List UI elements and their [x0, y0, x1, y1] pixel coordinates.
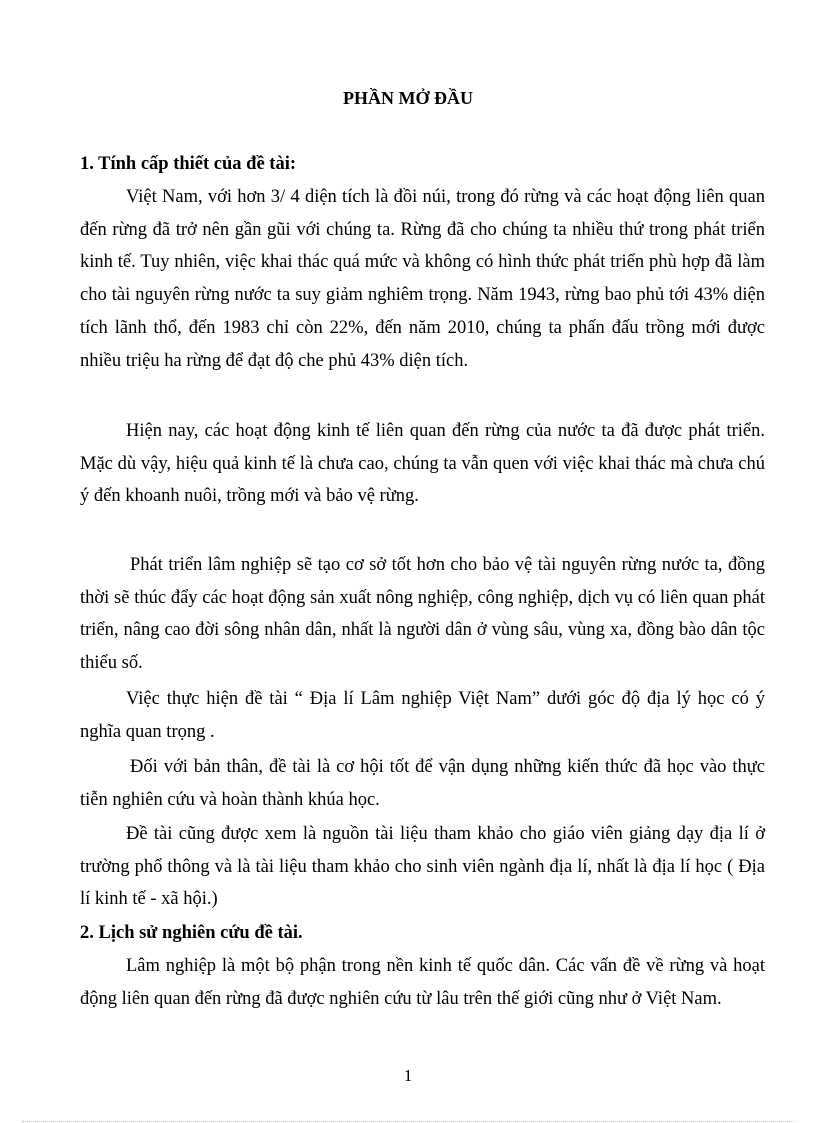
- paragraph-current-status: Hiện nay, các hoạt động kinh tế liên quan đến rừng của nước ta đã được phát triển. Mặc dù vậy, hiệu quả kinh tế là chưa cao, chúng ta vẫn quen với việc khai thác mà chưa chú ý đến khoanh nuôi, trồng mới và bảo vệ rừng.: [80, 421, 765, 507]
- page-number: 1: [403, 1066, 413, 1085]
- paragraph-history-intro: Lâm nghiệp là một bộ phận trong nền kinh tế quốc dân. Các vấn đề về rừng và hoạt động liên quan đến rừng đã được nghiên cứu từ lâu trên thế giới cũng như ở Việt Nam.: [80, 956, 765, 1009]
- page-bottom-divider: [22, 1121, 794, 1122]
- paragraph-research-significance: Việc thực hiện đề tài “ Địa lí Lâm nghiệp Việt Nam” dưới góc độ địa lý học có ý nghĩa quan trọng .: [80, 689, 765, 742]
- paragraph-development-benefits: Phát triển lâm nghiệp sẽ tạo cơ sở tốt hơn cho bảo vệ tài nguyên rừng nước ta, đồng thời sẽ thúc đẩy các hoạt động sản xuất nông nghiệp, công nghiệp, dịch vụ có liên quan phát triển, nâng cao đời sông nhân dân, nhất là người dân ở vùng sâu, vùng xa, đồng bào dân tộc thiểu số.: [80, 555, 765, 674]
- paragraph-intro: Việt Nam, với hơn 3/ 4 diện tích là đồi núi, trong đó rừng và các hoạt động liên quan đến rừng đã trở nên gần gũi với chúng ta. Rừng đã cho chúng ta nhiều thứ trong phát triển kinh tế. Tuy nhiên, việc khai thác quá mức và không có hình thức phát triển phù hợp đã làm cho tài nguyên rừng nước ta suy giảm nghiêm trọng. Năm 1943, rừng bao phủ tới 43% diện tích lãnh thổ, đến 1983 chỉ còn 22%, đến năm 2010, chúng ta phấn đấu trồng mới được nhiều triệu ha rừng để đạt độ che phủ 43% diện tích.: [80, 187, 765, 371]
- section-heading-history: 2. Lịch sử nghiên cứu đề tài.: [80, 923, 303, 943]
- paragraph-reference-value: Đề tài cũng được xem là nguồn tài liệu tham khảo cho giáo viên giảng dạy địa lí ở trường phổ thông và là tài liệu tham khảo cho sinh viên ngành địa lí, nhất là địa lí học ( Địa lí kinh tế - xã hội.): [80, 824, 765, 910]
- document-title: PHẦN MỞ ĐẦU: [343, 88, 473, 108]
- paragraph-personal-value: Đối với bản thân, đề tài là cơ hội tốt để vận dụng những kiến thức đã học vào thực tiễn nghiên cứu và hoàn thành khúa học.: [80, 757, 765, 810]
- section-heading-urgency: 1. Tính cấp thiết của đề tài:: [80, 154, 297, 174]
